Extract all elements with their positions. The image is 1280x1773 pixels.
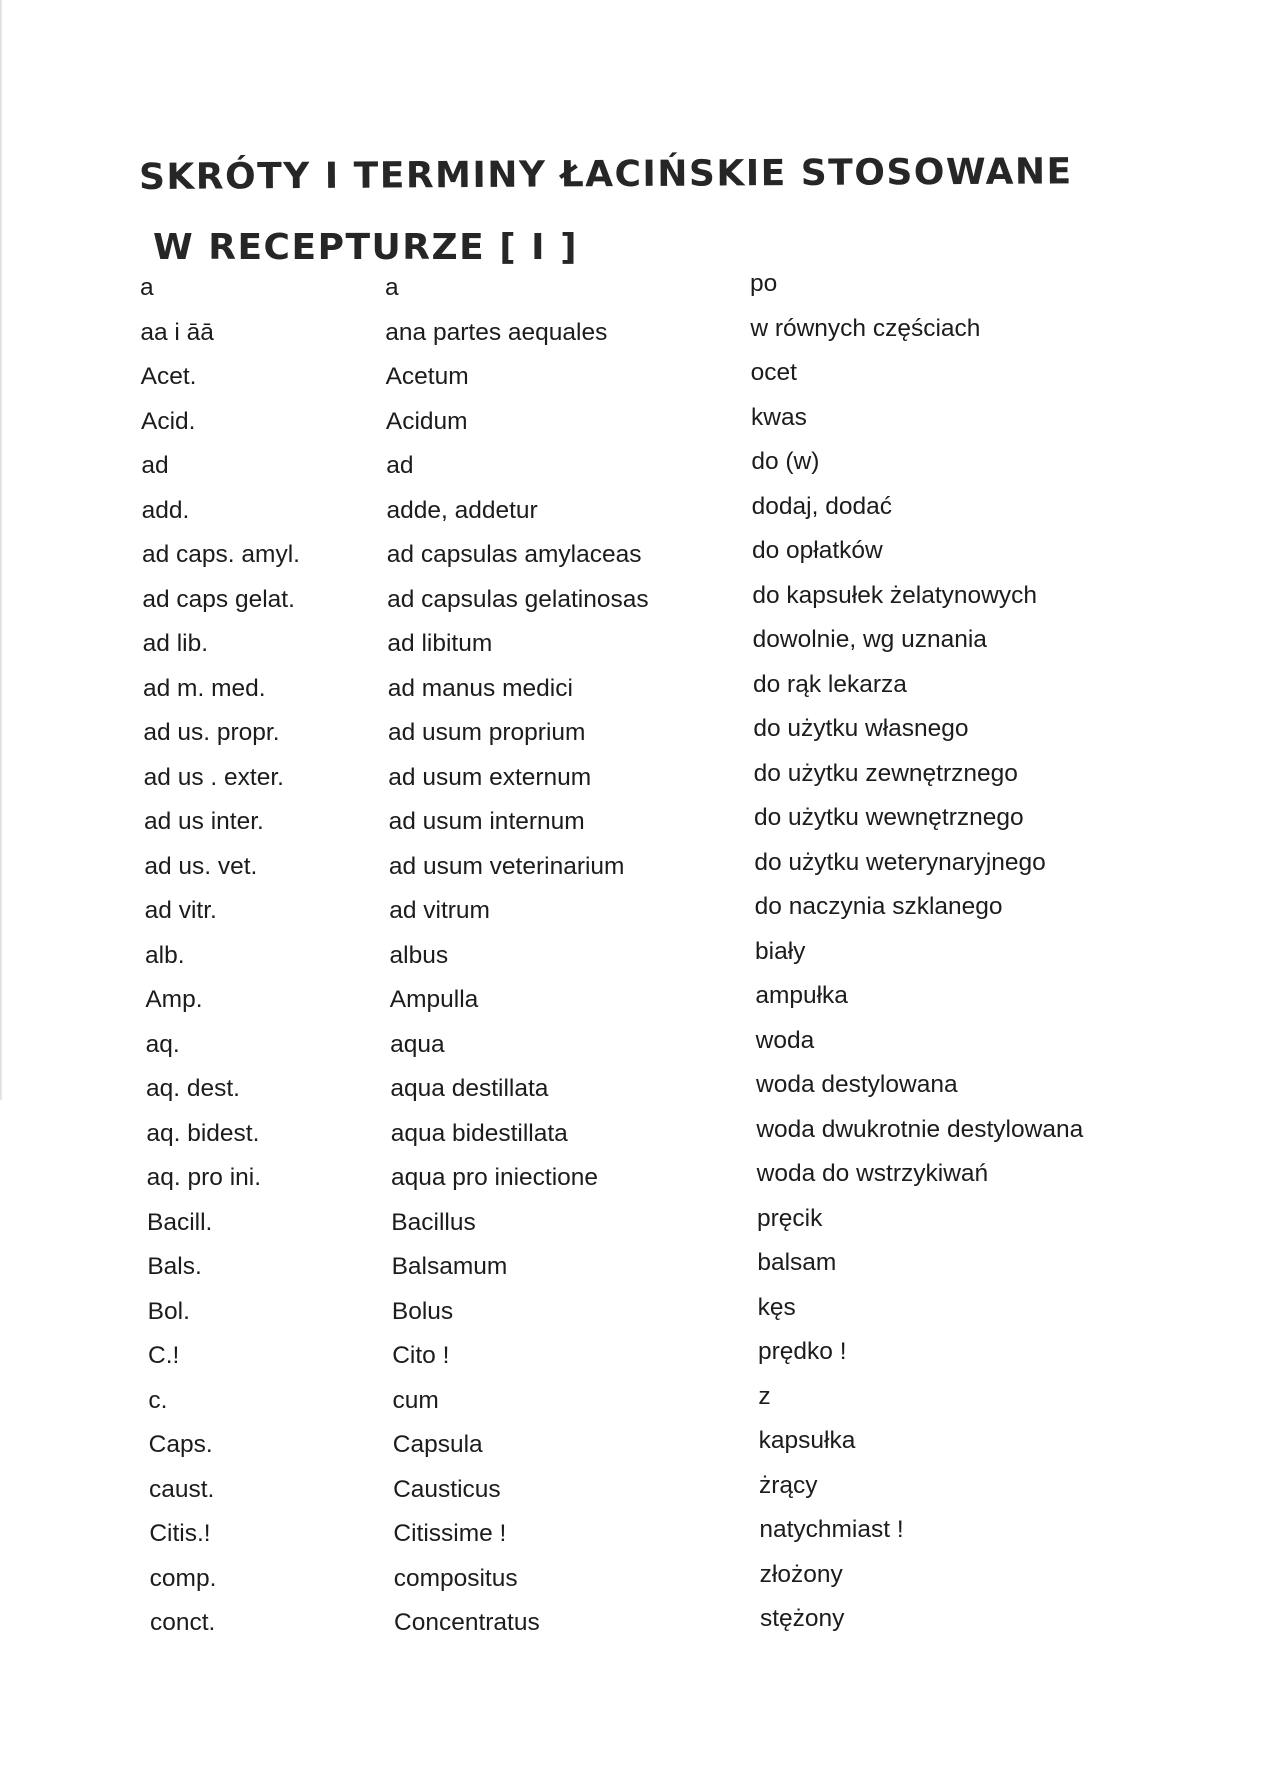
abbreviation-cell: aq. bidest.: [146, 1119, 260, 1147]
polish-meaning-cell: woda: [755, 1026, 815, 1054]
abbreviation-cell: add.: [141, 496, 190, 524]
polish-meaning-cell: do użytku własnego: [753, 715, 969, 742]
table-row: [0, 1605, 1280, 1644]
abbreviation-cell: aq. dest.: [146, 1075, 240, 1102]
polish-meaning-cell: do naczynia szklanego: [754, 893, 1003, 920]
abbreviation-cell: alb.: [145, 941, 185, 969]
latin-term-cell: Concentratus: [394, 1609, 540, 1636]
table-row: [0, 804, 1280, 843]
table-row: [0, 448, 1280, 487]
polish-meaning-cell: do opłatków: [752, 537, 883, 564]
table-row: [0, 848, 1280, 888]
polish-meaning-cell: woda do wstrzykiwań: [756, 1160, 989, 1187]
polish-meaning-cell: złożony: [759, 1560, 843, 1588]
latin-term-cell: ad usum proprium: [388, 719, 586, 746]
table-row: [0, 1338, 1280, 1377]
table-row: [0, 581, 1280, 621]
polish-meaning-cell: do użytku wewnętrznego: [754, 804, 1024, 831]
table-row: [0, 937, 1280, 977]
latin-term-cell: aqua pro iniectione: [391, 1164, 599, 1191]
abbreviation-cell: Caps.: [148, 1431, 213, 1458]
table-row: [0, 1382, 1280, 1422]
page-title-line-1: SKRÓTY I TERMINY ŁACIŃSKIE STOSOWANE: [138, 151, 1073, 198]
abbreviation-cell: ad caps gelat.: [142, 585, 295, 613]
abbreviation-cell: a: [140, 274, 154, 301]
polish-meaning-cell: kwas: [751, 403, 807, 431]
abbreviation-cell: ad caps. amyl.: [142, 541, 300, 568]
abbreviation-cell: Citis.!: [149, 1520, 211, 1547]
polish-meaning-cell: kapsułka: [758, 1427, 856, 1454]
abbreviation-cell: Bals.: [147, 1253, 202, 1280]
table-row: [0, 670, 1280, 710]
table-row: [0, 893, 1280, 932]
page-title-line-2: W RECEPTURZE [ I ]: [153, 227, 579, 268]
table-row: [0, 626, 1280, 665]
latin-term-cell: Ampulla: [389, 986, 479, 1013]
latin-term-cell: ana partes aequales: [385, 318, 608, 346]
abbreviation-cell: aq. pro ini.: [146, 1164, 262, 1191]
table-row: [0, 715, 1280, 754]
table-row: [0, 759, 1280, 799]
latin-term-cell: ad: [386, 452, 414, 479]
polish-meaning-cell: ocet: [750, 359, 797, 386]
polish-meaning-cell: po: [750, 270, 778, 297]
polish-meaning-cell: żrący: [759, 1471, 818, 1499]
abbreviation-cell: ad vitr.: [144, 897, 217, 924]
polish-meaning-cell: prędko !: [758, 1338, 847, 1365]
latin-term-cell: adde, addetur: [386, 496, 538, 524]
table-row: [0, 1516, 1280, 1555]
polish-meaning-cell: dodaj, dodać: [751, 492, 892, 520]
abbreviation-cell: ad lib.: [142, 630, 209, 657]
table-row: [0, 492, 1280, 532]
polish-meaning-cell: dowolnie, wg uznania: [752, 626, 987, 653]
polish-meaning-cell: do kapsułek żelatynowych: [752, 581, 1037, 609]
polish-meaning-cell: biały: [755, 937, 806, 965]
abbreviation-cell: Acid.: [141, 407, 196, 435]
latin-term-cell: Balsamum: [391, 1253, 508, 1280]
latin-term-cell: Acidum: [385, 407, 468, 435]
polish-meaning-cell: woda destylowana: [756, 1071, 958, 1098]
latin-term-cell: Bacillus: [391, 1208, 476, 1236]
latin-term-cell: aqua bidestillata: [390, 1119, 568, 1147]
abbreviation-cell: ad us inter.: [144, 808, 264, 835]
table-row: [0, 1293, 1280, 1333]
polish-meaning-cell: kęs: [757, 1293, 796, 1321]
polish-meaning-cell: do użytku weterynaryjnego: [754, 848, 1046, 876]
latin-term-cell: ad capsulas amylaceas: [386, 541, 642, 568]
latin-term-cell: ad usum internum: [388, 808, 585, 835]
polish-meaning-cell: stężony: [760, 1605, 845, 1632]
latin-term-cell: Acetum: [385, 363, 469, 390]
abbreviation-cell: ad m. med.: [143, 674, 266, 702]
table-row: [0, 359, 1280, 398]
abbreviation-cell: c.: [148, 1386, 168, 1414]
polish-meaning-cell: pręcik: [757, 1204, 823, 1232]
table-row: [0, 1471, 1280, 1511]
polish-meaning-cell: woda dwukrotnie destylowana: [756, 1115, 1084, 1143]
polish-meaning-cell: w równych częściach: [750, 314, 981, 342]
table-row: [0, 1026, 1280, 1066]
table-row: [0, 1560, 1280, 1600]
latin-term-cell: aqua destillata: [390, 1075, 549, 1102]
abbreviation-cell: caust.: [149, 1475, 215, 1503]
polish-meaning-cell: do użytku zewnętrznego: [753, 759, 1018, 787]
latin-term-cell: ad vitrum: [389, 897, 490, 924]
latin-term-cell: aqua: [390, 1030, 445, 1058]
abbreviation-cell: ad us. propr.: [143, 719, 280, 746]
abbreviation-cell: Acet.: [140, 363, 197, 390]
abbreviation-cell: comp.: [149, 1564, 217, 1592]
abbreviation-cell: C.!: [148, 1342, 180, 1369]
polish-meaning-cell: balsam: [757, 1249, 837, 1276]
latin-term-cell: ad manus medici: [387, 674, 573, 702]
table-row: [0, 1115, 1280, 1155]
latin-term-cell: Citissime !: [393, 1520, 507, 1547]
table-row: [0, 982, 1280, 1021]
latin-term-cell: Causticus: [393, 1475, 501, 1503]
latin-term-cell: Bolus: [391, 1297, 454, 1325]
latin-term-cell: Capsula: [392, 1431, 483, 1458]
abbreviation-cell: ad us . exter.: [143, 763, 284, 791]
table-row: [0, 403, 1280, 443]
table-row: [0, 1204, 1280, 1244]
abbreviation-cell: aq.: [145, 1030, 180, 1058]
abbreviation-cell: ad us. vet.: [144, 852, 258, 880]
abbreviation-cell: conct.: [150, 1609, 216, 1636]
latin-term-cell: albus: [389, 941, 449, 969]
polish-meaning-cell: do rąk lekarza: [753, 670, 907, 698]
abbreviation-cell: ad: [141, 452, 169, 479]
latin-term-cell: Cito !: [392, 1342, 450, 1369]
table-row: [0, 270, 1280, 309]
polish-meaning-cell: z: [758, 1382, 771, 1410]
latin-term-cell: ad usum externum: [388, 763, 592, 791]
latin-term-cell: cum: [392, 1386, 439, 1414]
abbreviation-cell: Bacill.: [147, 1208, 213, 1236]
latin-term-cell: ad libitum: [387, 630, 493, 657]
polish-meaning-cell: do (w): [751, 448, 820, 475]
table-row: [0, 1249, 1280, 1288]
latin-term-cell: ad capsulas gelatinosas: [387, 585, 649, 613]
latin-term-cell: compositus: [393, 1564, 518, 1592]
abbreviation-cell: Amp.: [145, 986, 203, 1013]
latin-term-cell: a: [385, 274, 399, 301]
table-row: [0, 537, 1280, 576]
latin-term-cell: ad usum veterinarium: [388, 852, 625, 880]
table-row: [0, 1427, 1280, 1466]
table-row: [0, 1160, 1280, 1199]
table-row: [0, 1071, 1280, 1110]
polish-meaning-cell: ampułka: [755, 982, 848, 1009]
abbreviation-cell: aa i āā: [140, 318, 214, 346]
polish-meaning-cell: natychmiast !: [759, 1516, 904, 1543]
abbreviation-cell: Bol.: [147, 1297, 190, 1325]
table-row: [0, 314, 1280, 354]
